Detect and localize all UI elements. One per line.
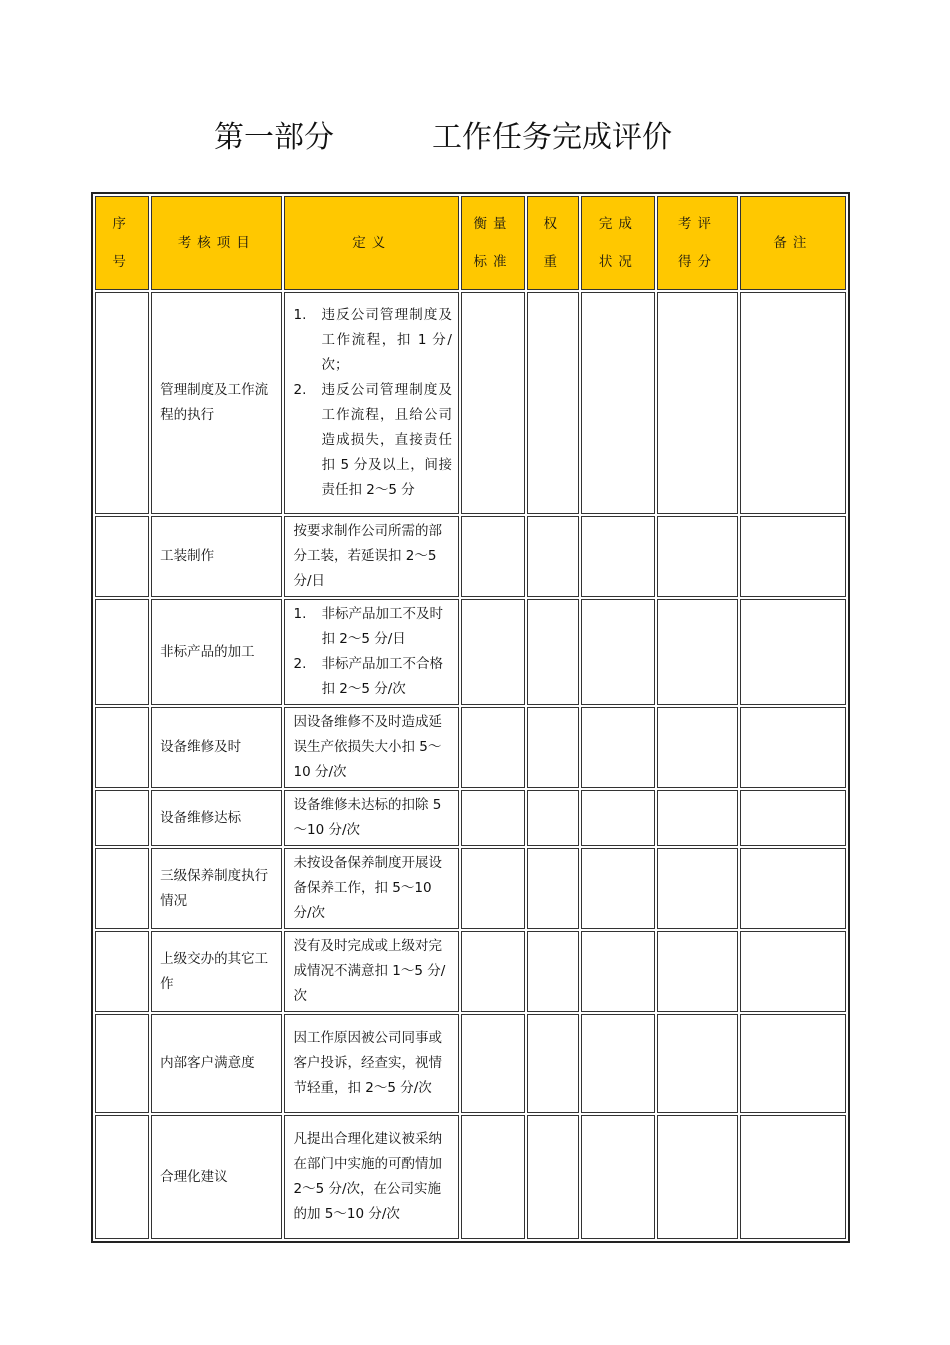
- table-row: [95, 599, 846, 705]
- header-status: [581, 196, 655, 290]
- header-score-line1: 考评: [678, 216, 718, 232]
- definition-item-number: 2.: [293, 656, 307, 672]
- status-cell[interactable]: [581, 1115, 655, 1239]
- measure-cell[interactable]: [461, 790, 525, 846]
- definition-cell: 未按设备保养制度开展设备保养工作，扣 5～10 分/次: [284, 848, 458, 929]
- header-seq: [95, 196, 149, 290]
- definition-cell: 按要求制作公司所需的部分工装，若延误扣 2～5 分/日: [284, 516, 458, 597]
- seq-cell: [95, 1115, 149, 1239]
- definition-item: [293, 378, 451, 503]
- status-cell[interactable]: [581, 790, 655, 846]
- item-cell: 管理制度及工作流程的执行: [151, 292, 282, 514]
- header-definition: 定义: [284, 196, 458, 290]
- definition-cell: [284, 292, 458, 514]
- header-seq-line1: 序: [112, 216, 132, 232]
- header-measure-line2: 标准: [473, 254, 513, 270]
- status-cell[interactable]: [581, 292, 655, 514]
- header-score: [657, 196, 737, 290]
- score-cell[interactable]: [657, 292, 737, 514]
- status-cell[interactable]: [581, 931, 655, 1012]
- score-cell[interactable]: [657, 1115, 737, 1239]
- definition-item-text: 违反公司管理制度及工作流程，扣 1 分/次；: [321, 307, 452, 373]
- weight-cell[interactable]: [527, 599, 579, 705]
- status-cell[interactable]: [581, 848, 655, 929]
- status-cell[interactable]: [581, 707, 655, 788]
- remark-cell[interactable]: [740, 790, 846, 846]
- header-remark: 备注: [740, 196, 846, 290]
- definition-cell: 没有及时完成或上级对完成情况不满意扣 1～5 分/次: [284, 931, 458, 1012]
- weight-cell[interactable]: [527, 516, 579, 597]
- score-cell[interactable]: [657, 931, 737, 1012]
- definition-cell: [284, 599, 458, 705]
- remark-cell[interactable]: [740, 1115, 846, 1239]
- definition-item-text: 违反公司管理制度及工作流程，且给公司造成损失，直接责任扣 5 分及以上，间接责任扣 2～5 分: [321, 382, 452, 498]
- table-row: [95, 707, 846, 788]
- header-weight-line2: 重: [543, 254, 563, 270]
- measure-cell[interactable]: [461, 931, 525, 1012]
- title-name: 工作任务完成评价: [432, 120, 672, 155]
- measure-cell[interactable]: [461, 707, 525, 788]
- measure-cell[interactable]: [461, 516, 525, 597]
- header-score-line2: 得分: [678, 254, 718, 270]
- remark-cell[interactable]: [740, 1014, 846, 1113]
- table-row: [95, 931, 846, 1012]
- measure-cell[interactable]: [461, 1115, 525, 1239]
- weight-cell[interactable]: [527, 848, 579, 929]
- header-row: [95, 196, 846, 290]
- remark-cell[interactable]: [740, 931, 846, 1012]
- header-measure-line1: 衡量: [473, 216, 513, 232]
- seq-cell: [95, 1014, 149, 1113]
- definition-cell: 凡提出合理化建议被采纳在部门中实施的可酌情加 2～5 分/次，在公司实施的加 5～10 分/次: [284, 1115, 458, 1239]
- score-cell[interactable]: [657, 1014, 737, 1113]
- measure-cell[interactable]: [461, 848, 525, 929]
- weight-cell[interactable]: [527, 931, 579, 1012]
- score-cell[interactable]: [657, 848, 737, 929]
- weight-cell[interactable]: [527, 790, 579, 846]
- definition-item-number: 1.: [293, 307, 307, 323]
- seq-cell: [95, 848, 149, 929]
- definition-item: [293, 652, 451, 702]
- weight-cell[interactable]: [527, 1115, 579, 1239]
- item-cell: 非标产品的加工: [151, 599, 282, 705]
- weight-cell[interactable]: [527, 707, 579, 788]
- score-cell[interactable]: [657, 790, 737, 846]
- remark-cell[interactable]: [740, 599, 846, 705]
- table-row: [95, 1014, 846, 1113]
- remark-cell[interactable]: [740, 516, 846, 597]
- item-cell: 三级保养制度执行情况: [151, 848, 282, 929]
- table-row: [95, 848, 846, 929]
- measure-cell[interactable]: [461, 599, 525, 705]
- definition-item-number: 2.: [293, 382, 307, 398]
- remark-cell[interactable]: [740, 848, 846, 929]
- header-weight-line1: 权: [543, 216, 563, 232]
- seq-cell: [95, 292, 149, 514]
- item-cell: 设备维修达标: [151, 790, 282, 846]
- score-cell[interactable]: [657, 516, 737, 597]
- definition-cell: 设备维修未达标的扣除 5～10 分/次: [284, 790, 458, 846]
- score-cell[interactable]: [657, 599, 737, 705]
- table-row: [95, 516, 846, 597]
- seq-cell: [95, 790, 149, 846]
- definition-item: [293, 303, 451, 378]
- title-part: 第一部分: [214, 120, 334, 155]
- item-cell: 内部客户满意度: [151, 1014, 282, 1113]
- seq-cell: [95, 599, 149, 705]
- definition-item-text: 非标产品加工不及时扣 2～5 分/日: [321, 606, 443, 647]
- measure-cell[interactable]: [461, 292, 525, 514]
- item-cell: 合理化建议: [151, 1115, 282, 1239]
- table-row: [95, 790, 846, 846]
- status-cell[interactable]: [581, 1014, 655, 1113]
- item-cell: 设备维修及时: [151, 707, 282, 788]
- header-item: 考核项目: [151, 196, 282, 290]
- status-cell[interactable]: [581, 516, 655, 597]
- measure-cell[interactable]: [461, 1014, 525, 1113]
- remark-cell[interactable]: [740, 292, 846, 514]
- weight-cell[interactable]: [527, 292, 579, 514]
- definition-cell: 因工作原因被公司同事或客户投诉，经查实，视情节轻重，扣 2～5 分/次: [284, 1014, 458, 1113]
- item-cell: 工装制作: [151, 516, 282, 597]
- seq-cell: [95, 931, 149, 1012]
- definition-cell: 因设备维修不及时造成延误生产依损失大小扣 5～10 分/次: [284, 707, 458, 788]
- definition-item-text: 非标产品加工不合格扣 2～5 分/次: [321, 656, 443, 697]
- table-row: [95, 1115, 846, 1239]
- table-row: [95, 292, 846, 514]
- evaluation-table: [91, 192, 850, 1243]
- seq-cell: [95, 516, 149, 597]
- header-weight: [527, 196, 579, 290]
- status-cell[interactable]: [581, 599, 655, 705]
- remark-cell[interactable]: [740, 707, 846, 788]
- definition-item: [293, 602, 451, 652]
- score-cell[interactable]: [657, 707, 737, 788]
- header-seq-line2: 号: [112, 254, 132, 270]
- seq-cell: [95, 707, 149, 788]
- header-measure: [461, 196, 525, 290]
- header-status-line1: 完成: [598, 216, 638, 232]
- page-title: [0, 112, 950, 162]
- header-status-line2: 状况: [598, 254, 638, 270]
- weight-cell[interactable]: [527, 1014, 579, 1113]
- definition-item-number: 1.: [293, 606, 307, 622]
- item-cell: 上级交办的其它工作: [151, 931, 282, 1012]
